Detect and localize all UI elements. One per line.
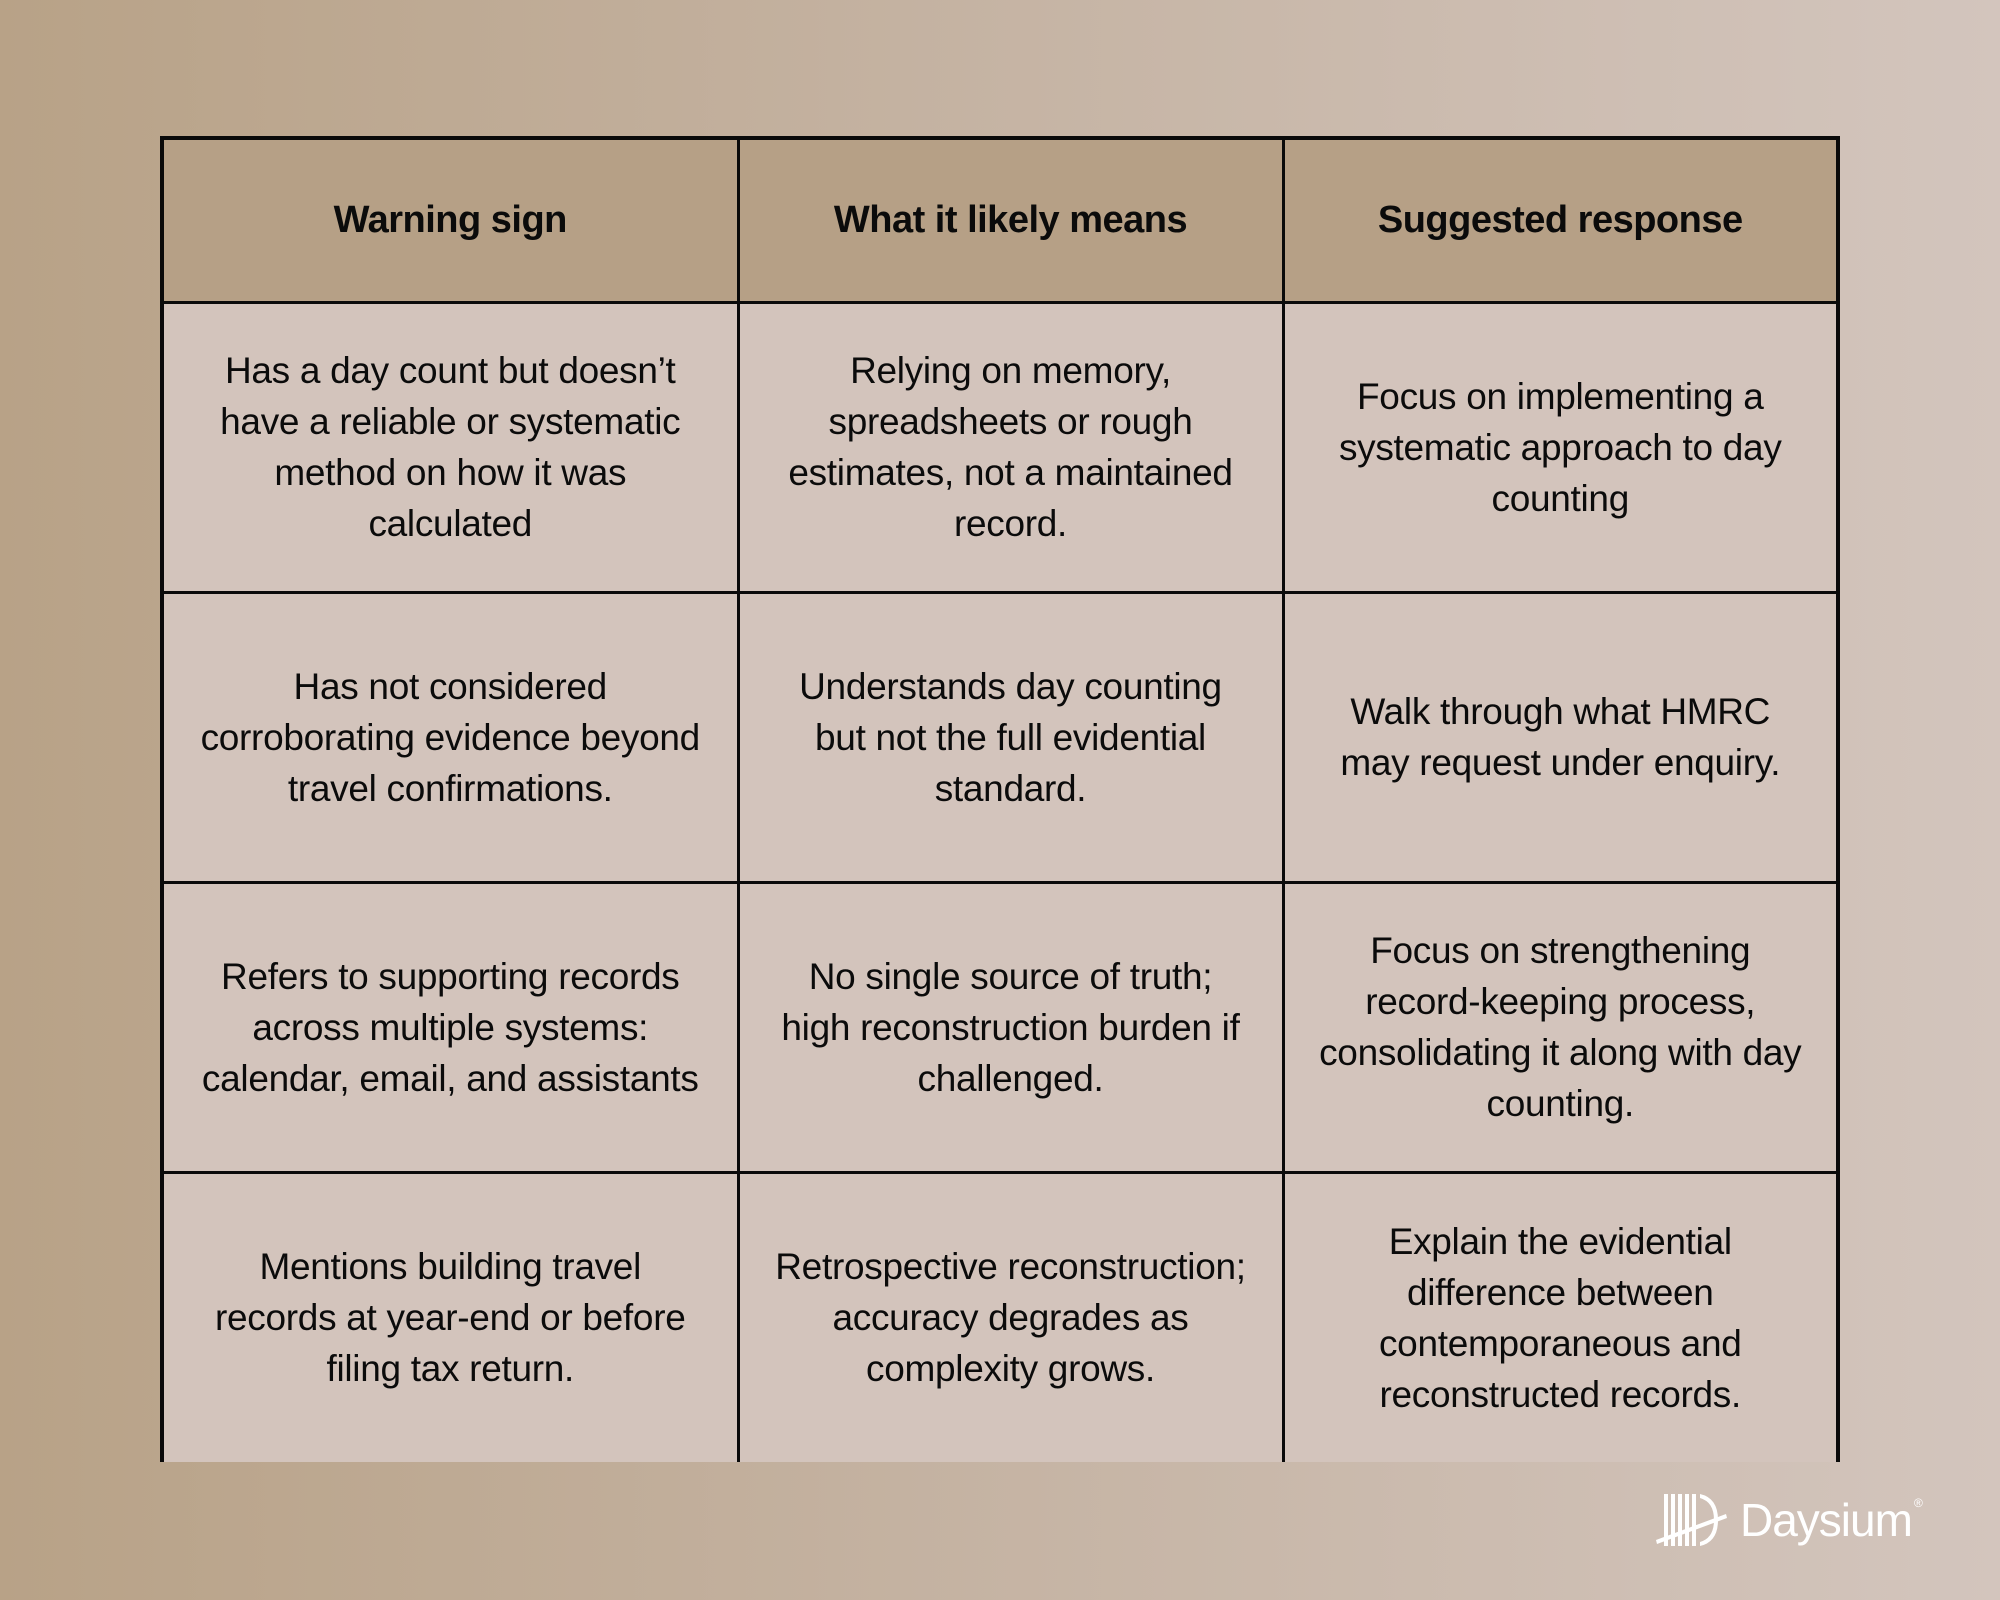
brand-logo bbox=[1654, 1490, 1922, 1550]
registered-mark: ® bbox=[1913, 1496, 1922, 1510]
table-row bbox=[164, 882, 1836, 1172]
cell-warning-sign: Has a day count but doesn’t have a reliable or systematic method on how it was calculated bbox=[164, 302, 738, 592]
brand-name: Daysium ® bbox=[1740, 1494, 1922, 1546]
header-warning-sign: Warning sign bbox=[164, 140, 738, 302]
table-row bbox=[164, 1172, 1836, 1462]
cell-suggested-response: Focus on implementing a systematic approach to day counting bbox=[1283, 302, 1836, 592]
cell-likely-meaning: Relying on memory, spreadsheets or rough estimates, not a maintained record. bbox=[738, 302, 1283, 592]
cell-suggested-response: Focus on strengthening record-keeping process, consolidating it along with day counting. bbox=[1283, 882, 1836, 1172]
cell-likely-meaning: No single source of truth; high reconstruction burden if challenged. bbox=[738, 882, 1283, 1172]
table-row bbox=[164, 592, 1836, 882]
table bbox=[164, 140, 1836, 1462]
header-suggested-response: Suggested response bbox=[1283, 140, 1836, 302]
cell-warning-sign: Mentions building travel records at year-end or before filing tax return. bbox=[164, 1172, 738, 1462]
cell-suggested-response: Explain the evidential difference between contemporaneous and reconstructed records. bbox=[1283, 1172, 1836, 1462]
table-header-row bbox=[164, 140, 1836, 302]
table-row bbox=[164, 302, 1836, 592]
warning-signs-table bbox=[160, 136, 1840, 1462]
cell-warning-sign: Refers to supporting records across multiple systems: calendar, email, and assistants bbox=[164, 882, 738, 1172]
cell-warning-sign: Has not considered corroborating evidence beyond travel confirmations. bbox=[164, 592, 738, 882]
cell-likely-meaning: Understands day counting but not the full evidential standard. bbox=[738, 592, 1283, 882]
header-what-it-likely-means: What it likely means bbox=[738, 140, 1283, 302]
cell-likely-meaning: Retrospective reconstruction; accuracy degrades as complexity grows. bbox=[738, 1172, 1283, 1462]
tally-marks-d-icon bbox=[1654, 1490, 1730, 1550]
cell-suggested-response: Walk through what HMRC may request under enquiry. bbox=[1283, 592, 1836, 882]
